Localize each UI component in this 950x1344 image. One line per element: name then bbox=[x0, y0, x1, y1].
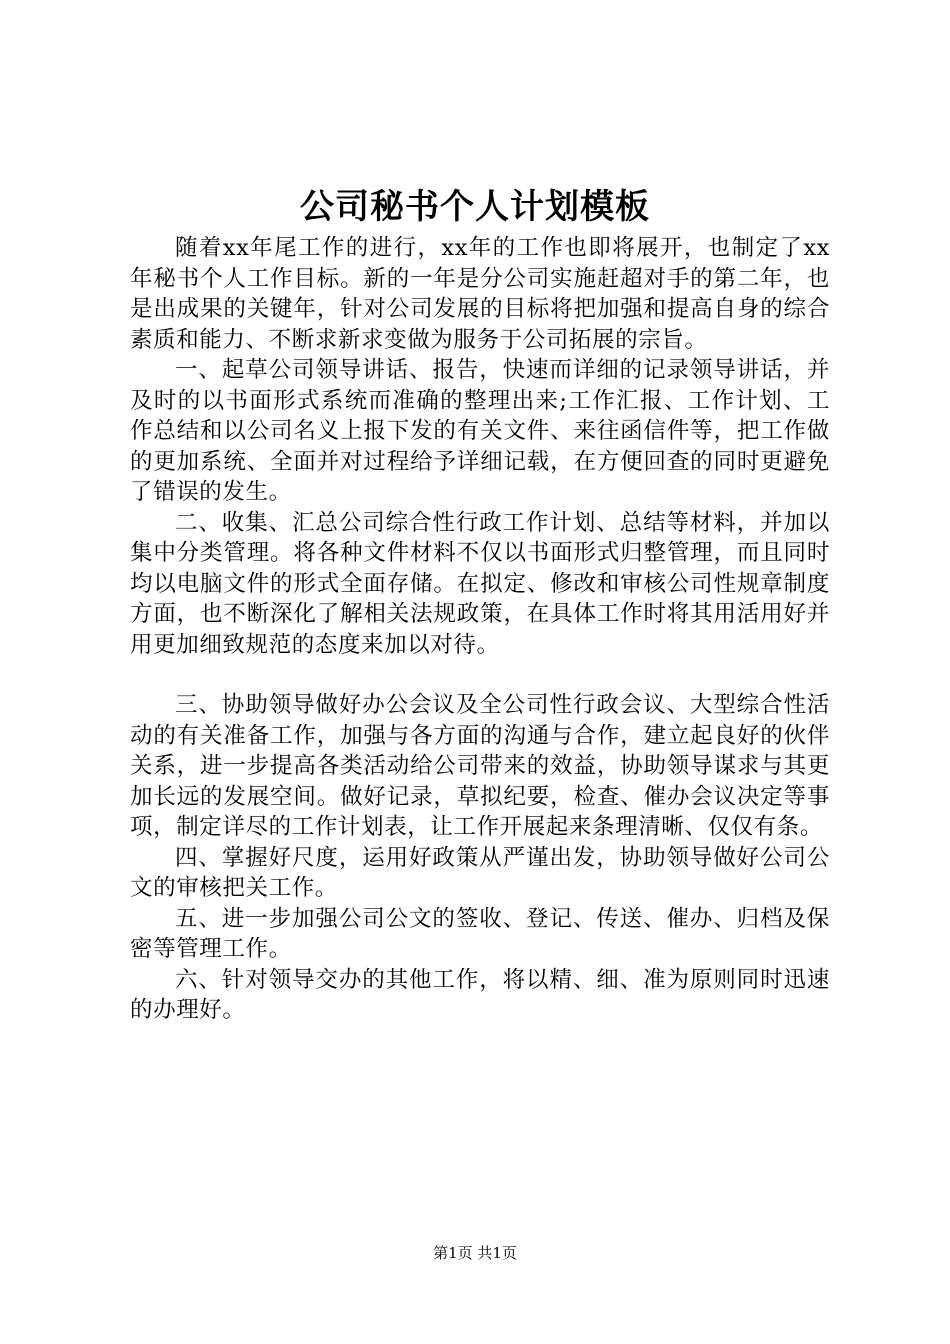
paragraph-item-5: 五、进一步加强公司公文的签收、登记、传送、催办、归档及保密等管理工作。 bbox=[130, 905, 830, 962]
paragraph-item-3: 三、协助领导做好办公会议及全公司性行政会议、大型综合性活动的有关准备工作，加强与各方面的沟通与合作，建立起良好的伙伴关系，进一步提高各类活动给公司带来的效益，协助领导谋求与其更加长远的发展空间。做好记录，草拟纪要，检查、催办会议决定等事项，制定详尽的工作计划表，让工作开展起来条理清晰、仅仅有条。 bbox=[130, 692, 830, 840]
paragraph-item-4: 四、掌握好尺度，运用好政策从严谨出发，协助领导做好公司公文的审核把关工作。 bbox=[130, 844, 830, 901]
paragraph-item-2: 二、收集、汇总公司综合性行政工作计划、总结等材料，并加以集中分类管理。将各种文件材料不仅以书面形式归整管理，而且同时均以电脑文件的形式全面存储。在拟定、修改和审核公司性规章制度方面，也不断深化了解相关法规政策，在具体工作时将其用活用好并用更加细致规范的态度来加以对待。 bbox=[130, 509, 830, 658]
paragraph-intro: 随着xx年尾工作的进行，xx年的工作也即将展开，也制定了xx年秘书个人工作目标。新的一年是分公司实施赶超对手的第二年，也是出成果的关键年，针对公司发展的目标将把加强和提高自身的综合素质和能力、不断求新求变做为服务于公司拓展的宗旨。 bbox=[130, 235, 830, 353]
document-body bbox=[130, 233, 830, 1026]
page-footer: 第1页 共1页 bbox=[433, 1244, 517, 1262]
paragraph-item-6: 六、针对领导交办的其他工作，将以精、细、准为原则同时迅速的办理好。 bbox=[130, 966, 830, 1023]
paragraph-item-1: 一、起草公司领导讲话、报告，快速而详细的记录领导讲话，并及时的以书面形式系统而准确的整理出来;工作汇报、工作计划、工作总结和以公司名义上报下发的有关文件、来往函信件等，把工作做的更加系统、全面并对过程给予详细记载，在方便回查的同时更避免了错误的发生。 bbox=[130, 357, 830, 505]
document-title: 公司秘书个人计划模板 bbox=[300, 187, 650, 227]
